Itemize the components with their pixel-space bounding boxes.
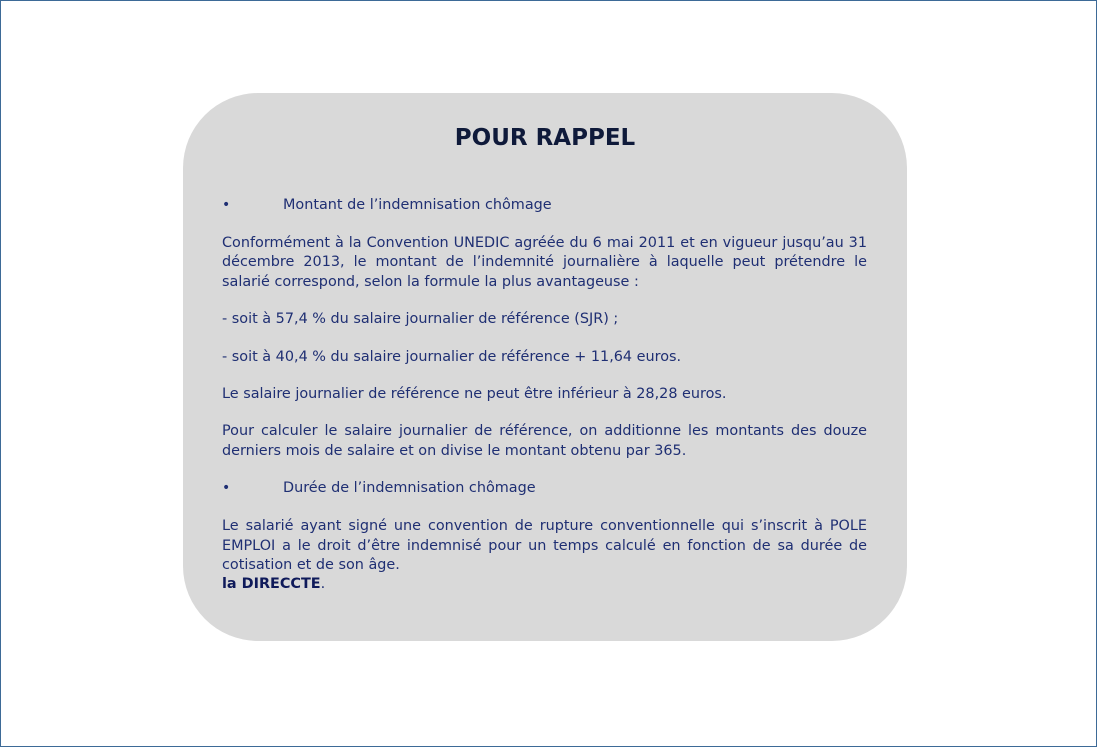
signature-line — [222, 575, 867, 594]
paragraph-option-2: - soit à 40,4 % du salaire journalier de référence + 11,64 euros. — [222, 348, 682, 365]
card-content — [222, 196, 867, 595]
bullet-label-amount: Montant de l’indemnisation chômage — [283, 197, 552, 213]
signature: la DIRECCTE — [222, 576, 321, 593]
paragraph-convention: Conformément à la Convention UNEDIC agréée du 6 mai 2011 et en vigueur jusqu’au 31 décembre 2013, le montant de l’indemnité journalière à laquelle peut prétendre le salarié correspond, selon la formule la plus avantageuse : — [222, 235, 867, 290]
paragraph-option-1: - soit à 57,4 % du salaire journalier de référence (SJR) ; — [222, 311, 619, 328]
bullet-label-duration: Durée de l’indemnisation chômage — [283, 480, 536, 497]
bullet-item-amount — [222, 196, 867, 216]
bullet-item-duration — [222, 479, 867, 499]
paragraph-minimum: Le salaire journalier de référence ne peut être inférieur à 28,28 euros. — [222, 386, 727, 403]
paragraph-calculation: Pour calculer le salaire journalier de référence, on additionne les montants des douze derniers mois de salaire et on divise le montant obtenu par 365. — [222, 423, 867, 459]
bullet-icon: • — [222, 480, 231, 497]
signature-period: . — [320, 576, 326, 593]
card-title: POUR RAPPEL — [454, 125, 636, 151]
bullet-icon: • — [222, 197, 231, 213]
paragraph-duration: Le salarié ayant signé une convention de rupture conventionnelle qui s’inscrit à POLE EMPLOI a le droit d’être indemnisé pour un temps calculé en fonction de sa durée de cotisation et de son âge. — [222, 518, 867, 574]
